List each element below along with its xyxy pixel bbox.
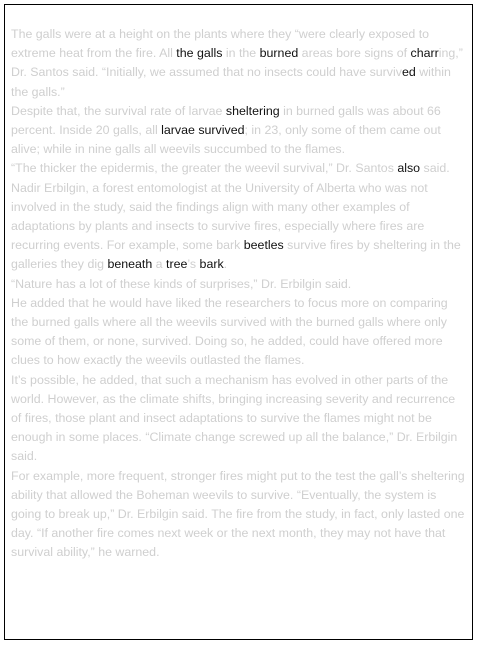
faded-text: . — [223, 257, 228, 272]
faded-text: survive fires by sheltering in the galleries they dig — [11, 238, 461, 272]
paragraph — [11, 467, 467, 563]
faded-text: ; in 23, only some of them came out alive; while in nine galls all weevils succumbed to the flames. — [11, 123, 441, 157]
highlighted-text: also — [397, 161, 421, 176]
faded-text: Despite that, the survival rate of larvae — [11, 103, 226, 118]
faded-text: a — [152, 257, 167, 272]
paragraph — [11, 275, 467, 294]
faded-text: in burned galls was about 66 percent. Inside 20 galls, all — [11, 103, 441, 138]
faded-text: ing,” Dr. Santos said. “Initially, we assumed that no insects could have surviv — [11, 46, 463, 80]
faded-text: The galls were at a height on the plants where they “were clearly exposed to extreme heat from the fire. All — [11, 27, 430, 61]
faded-text: areas bore signs of — [298, 46, 411, 61]
highlighted-text: larvae survived — [161, 123, 245, 138]
faded-text: within the galls.” — [11, 65, 451, 99]
faded-text: ’s — [187, 257, 200, 272]
faded-text: “The thicker the epidermis, the greater the weevil survival,” Dr. Santos — [11, 161, 398, 176]
highlighted-text: ed — [401, 65, 416, 80]
faded-text: in the — [222, 46, 260, 61]
highlighted-text: charr — [410, 46, 439, 61]
paragraph — [11, 159, 467, 178]
highlighted-text: burned — [259, 46, 299, 61]
paragraph — [11, 102, 467, 160]
faded-text: For example, more frequent, stronger fires might put to the test the gall’s sheltering ability that allowed the Boheman weevils to survive. “Eventually, the system is going to break up,” Dr. Erbilgin said. The fire from the study, in fact, only lasted one day. “If another fire comes next week or the next month, they may not have that survival ability,” he warned. — [11, 468, 465, 560]
highlighted-text: beetles — [243, 238, 284, 253]
highlighted-text: bark — [199, 257, 224, 272]
faded-text: It’s possible, he added, that such a mechanism has evolved in other parts of the world. However, as the climate shifts, bringing increasing severity and recurrence of fires, those plant and insect adaptations to survive the flames might not be enough in some places. “Climate change screwed up all the balance,” Dr. Erbilgin said. — [11, 372, 458, 464]
highlighted-text: the galls — [176, 46, 223, 61]
paragraph — [11, 294, 467, 371]
highlighted-text: sheltering — [225, 103, 280, 118]
paragraph — [11, 25, 467, 102]
faded-text: “Nature has a lot of these kinds of surprises,” Dr. Erbilgin said. — [11, 276, 352, 291]
faded-text: He added that he would have liked the researchers to focus more on comparing the burned galls where all the weevils survived with the burned galls where only some of them, or none, survived. Doing so, he added, could have offered more clues to how exactly the weevils outlasted the flames. — [11, 295, 448, 368]
paragraph — [11, 371, 467, 467]
paragraph — [11, 179, 467, 275]
faded-text: Nadir Erbilgin, a forest entomologist at the University of Alberta who was not involved in the study, said the findings align with many other examples of adaptations by plants and insects to survive fires, especially where fires are recurring events. For example, some bark — [11, 180, 428, 253]
article-text — [11, 25, 467, 563]
faded-text: said. — [420, 161, 450, 176]
highlighted-text: tree — [166, 257, 188, 272]
highlighted-text: beneath — [107, 257, 153, 272]
